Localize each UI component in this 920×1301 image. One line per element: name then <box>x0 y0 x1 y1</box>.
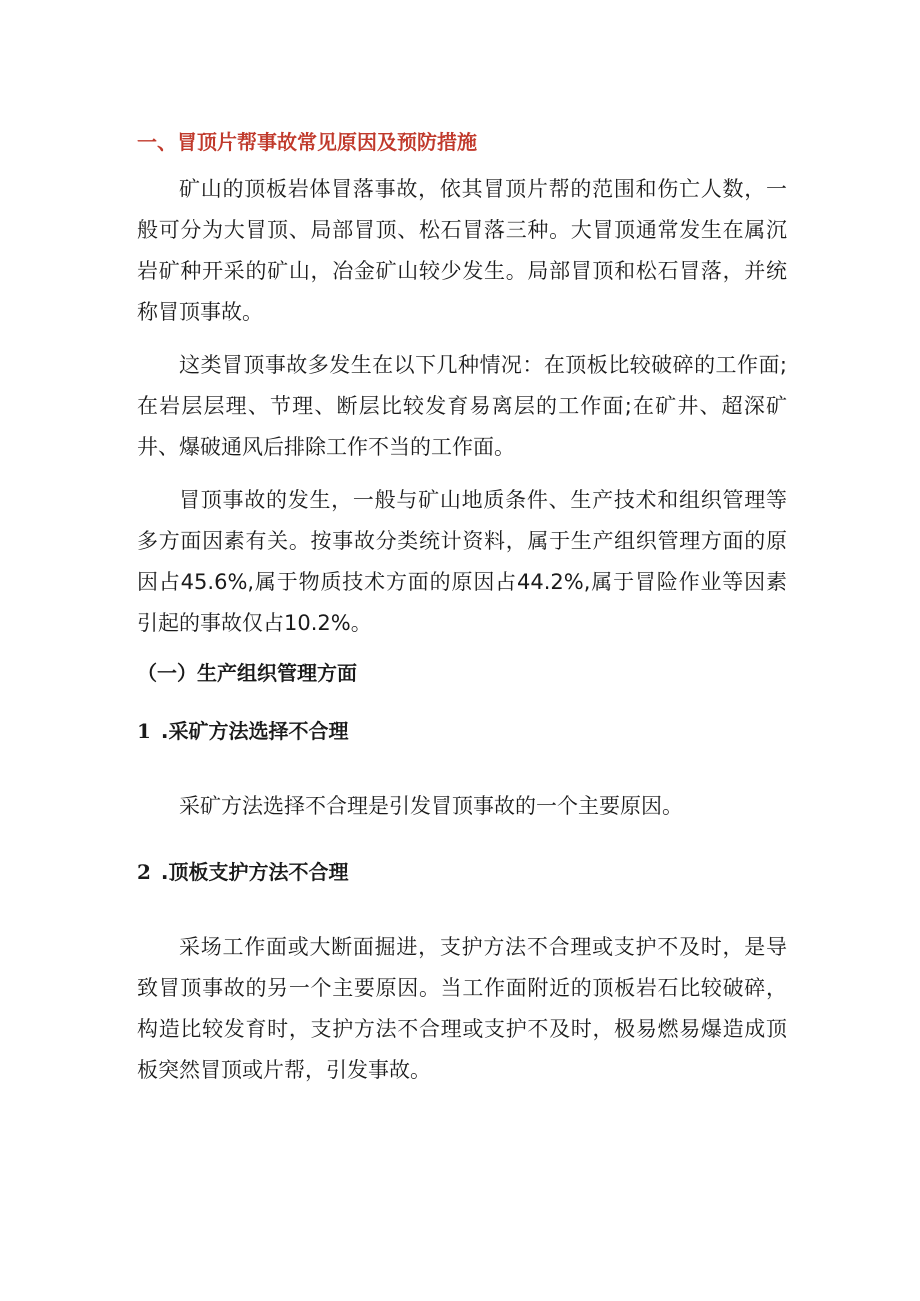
item-1-text: 采矿方法选择不合理是引发冒顶事故的一个主要原因。 <box>179 794 683 818</box>
item-2-heading <box>137 855 787 889</box>
document-content <box>137 125 787 1103</box>
paragraph-1: 矿山的顶板岩体冒落事故，依其冒顶片帮的范围和伤亡人数，一般可分为大冒顶、局部冒顶、松石冒落三种。大冒顶通常发生在属沉岩矿种开采的矿山，冶金矿山较少发生。局部冒顶和松石冒落，并统称冒顶事故。 <box>137 177 787 324</box>
item-2-number: 2 <box>137 860 151 884</box>
subsection-title: （一）生产组织管理方面 <box>137 661 357 685</box>
paragraph-3: 冒顶事故的发生，一般与矿山地质条件、生产技术和组织管理等多方面因素有关。按事故分类统计资料，属于生产组织管理方面的原因占45.6%,属于物质技术方面的原因占44.2%,属于冒险作业等因素引起的事故仅占10.2%。 <box>137 488 787 635</box>
item-2-title: .顶板支护方法不合理 <box>160 860 349 884</box>
item-1-heading <box>137 714 787 748</box>
section-title: 一、冒顶片帮事故常见原因及预防措施 <box>137 130 477 154</box>
paragraph-2: 这类冒顶事故多发生在以下几种情况：在顶板比较破碎的工作面;在岩层层理、节理、断层比较发育易离层的工作面;在矿井、超深矿井、爆破通风后排除工作不当的工作面。 <box>137 353 787 459</box>
item-2-text: 采场工作面或大断面掘进，支护方法不合理或支护不及时，是导致冒顶事故的另一个主要原因。当工作面附近的顶板岩石比较破碎，构造比较发育时，支护方法不合理或支护不及时，极易燃易爆造成顶板突然冒顶或片帮，引发事故。 <box>137 935 787 1082</box>
item-1-title: .采矿方法选择不合理 <box>160 719 349 743</box>
item-1-number: 1 <box>137 719 151 743</box>
